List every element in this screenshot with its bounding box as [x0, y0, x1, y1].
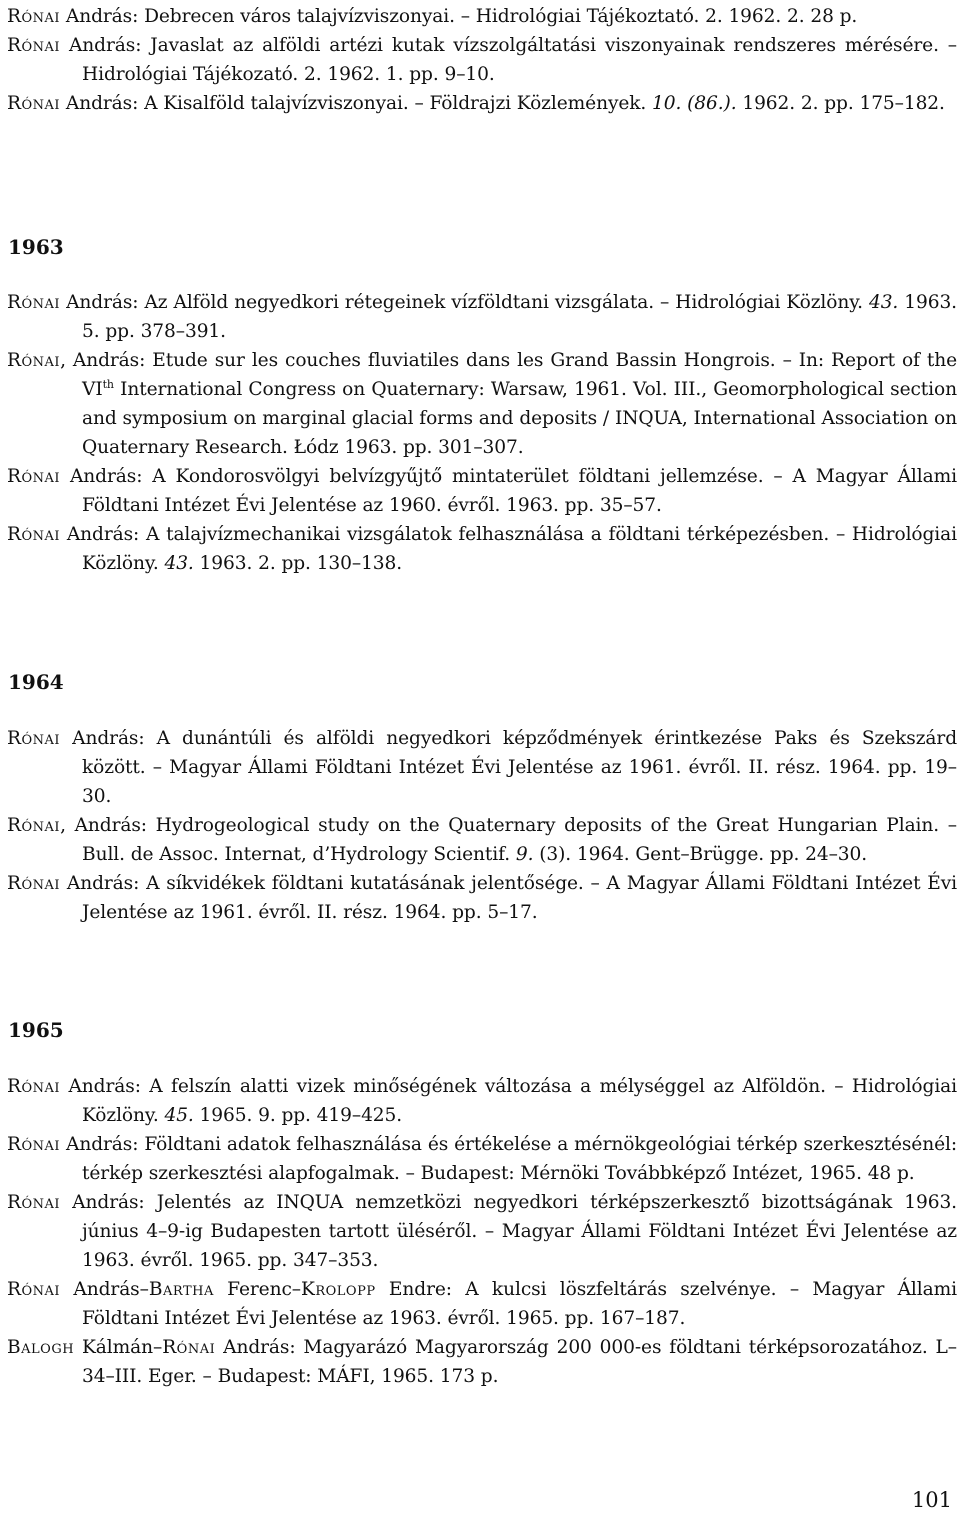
author-name: Rónai — [7, 292, 61, 313]
author-name: Rónai — [7, 1192, 61, 1213]
bibliography-entry — [7, 346, 957, 462]
bibliography-entry — [7, 462, 957, 520]
author-name: Rónai — [7, 466, 61, 487]
page-number: 101 — [911, 1488, 952, 1512]
entry-text: Endre: A kulcsi löszfeltárás szelvénye. – Magyar Állami Földtani Intézet Évi Jelentése az 1963. évről. 1965. pp. 167–187. — [82, 1279, 957, 1329]
bibliography-entry — [7, 869, 957, 927]
bibliography-entry — [7, 1333, 957, 1391]
author-name: Rónai — [7, 6, 61, 27]
author-name: Rónai — [7, 873, 61, 894]
author-name: Balogh — [7, 1337, 75, 1358]
bibliography-entry — [7, 724, 957, 811]
author-name: Rónai — [7, 93, 61, 114]
author-name: Rónai — [162, 1337, 216, 1358]
entry-text: , András: Hydrogeological study on the Quaternary deposits of the Great Hungarian Plain. – Bull. de Assoc. Internat, d’Hydrology Scientif. — [60, 815, 957, 865]
year-heading-1964: 1964 — [8, 670, 64, 694]
entry-text: th — [102, 378, 114, 391]
entry-text: András: Jelentés az INQUA nemzetközi negyedkori térképszerkesztő bizottságának 1963. június 4–9-ig Budapesten tartott üléséről. – Magyar Állami Földtani Intézet Évi Jelentése az 1963. évről. 1965. pp. 347–353. — [60, 1192, 957, 1271]
bibliography-entry — [7, 520, 957, 578]
entry-text: Ferenc– — [213, 1279, 301, 1300]
entry-text: 9. — [515, 844, 534, 865]
entry-text: András– — [60, 1279, 149, 1300]
author-name: Rónai — [7, 35, 61, 56]
entry-text: András: A talajvízmechanikai vizsgálatok felhasználása a földtani térképezésben. – Hidrológiai Közlöny. — [60, 524, 957, 574]
year-heading-1963: 1963 — [8, 235, 64, 259]
bibliography-entry — [7, 1130, 957, 1188]
author-name: Rónai — [7, 815, 61, 836]
entry-text: 1963. 2. pp. 130–138. — [193, 553, 403, 574]
section-1962-continued — [7, 2, 957, 118]
author-name: Rónai — [7, 728, 61, 749]
author-name: Rónai — [7, 524, 61, 545]
entry-text: András: Javaslat az alföldi artézi kutak vízszolgáltatási viszonyainak rendszeres mérésére. – Hidrológiai Tájékozató. 2. 1962. 1. pp. 9–10. — [60, 35, 957, 85]
bibliography-entry — [7, 31, 957, 89]
entry-text: , András: Etude sur les couches fluviatiles dans les Grand Bassin Hongrois. – In: Report of the VI — [60, 350, 957, 400]
entry-text: 1962. 2. pp. 175–182. — [736, 93, 945, 114]
entry-text: International Congress on Quaternary: Warsaw, 1961. Vol. III., Geomorphological section and symposium on marginal glacial forms and deposits / INQUA, International Association on Quaternary Research. Łódz 1963. pp. 301–307. — [82, 379, 957, 458]
author-name: Bartha — [148, 1279, 214, 1300]
entry-text: András: Földtani adatok felhasználása és értékelése a mérnökgeológiai térkép szerkesztésénél: térkép szerkesztési alapfogalmak. – Budapest: Mérnöki Továbbképző Intézet, 1965. 48 p. — [60, 1134, 957, 1184]
entry-text: 10. (86.). — [652, 93, 737, 114]
bibliography-entry — [7, 1275, 957, 1333]
entry-text: András: Magyarázó Magyarország 200 000-es földtani térképsorozatához. L–34–III. Eger. – Budapest: MÁFI, 1965. 173 p. — [82, 1337, 957, 1387]
bibliography-entry — [7, 1188, 957, 1275]
bibliography-entry — [7, 1072, 957, 1130]
entry-text: (3). 1964. Gent–Brügge. pp. 24–30. — [533, 844, 868, 865]
bibliography-entry — [7, 288, 957, 346]
author-name: Krolopp — [300, 1279, 376, 1300]
entry-text: Kálmán– — [74, 1337, 163, 1358]
author-name: Rónai — [7, 1279, 61, 1300]
bibliography-entry — [7, 2, 957, 31]
entry-text: 45. — [164, 1105, 194, 1126]
entry-text: András: A síkvidékek földtani kutatásának jelentősége. – A Magyar Állami Földtani Intézet Évi Jelentése az 1961. évről. II. rész. 1964. pp. 5–17. — [60, 873, 957, 923]
entry-text: András: Az Alföld negyedkori rétegeinek vízföldtani vizsgálata. – Hidrológiai Közlöny. — [60, 292, 869, 313]
bibliography-entry — [7, 89, 957, 118]
section-1963 — [7, 288, 957, 578]
section-1965 — [7, 1072, 957, 1391]
entry-text: András: Debrecen város talajvízviszonyai. – Hidrológiai Tájékoztató. 2. 1962. 2. 28 p. — [60, 6, 858, 27]
author-name: Rónai — [7, 350, 61, 371]
entry-text: András: A felszín alatti vizek minőségének változása a mélységgel az Alföldön. – Hidrológiai Közlöny. — [60, 1076, 957, 1126]
entry-text: András: A Kondorosvölgyi belvízgyűjtő mintaterület földtani jellemzése. – A Magyar Állami Földtani Intézet Évi Jelentése az 1960. évről. 1963. pp. 35–57. — [60, 466, 957, 516]
author-name: Rónai — [7, 1076, 61, 1097]
entry-text: András: A dunántúli és alföldi negyedkori képződmények érintkezése Paks és Szekszárd között. – Magyar Állami Földtani Intézet Évi Jelentése az 1961. évről. II. rész. 1964. pp. 19–30. — [60, 728, 957, 807]
entry-text: András: A Kisalföld talajvízviszonyai. – Földrajzi Közlemények. — [60, 93, 653, 114]
entry-text: 1963. 5. pp. 378–391. — [82, 292, 957, 342]
entry-text: 1965. 9. pp. 419–425. — [193, 1105, 403, 1126]
section-1964 — [7, 724, 957, 927]
entry-text: 43. — [868, 292, 899, 313]
bibliography-entry — [7, 811, 957, 869]
author-name: Rónai — [7, 1134, 61, 1155]
year-heading-1965: 1965 — [8, 1018, 64, 1042]
entry-text: 43. — [164, 553, 194, 574]
